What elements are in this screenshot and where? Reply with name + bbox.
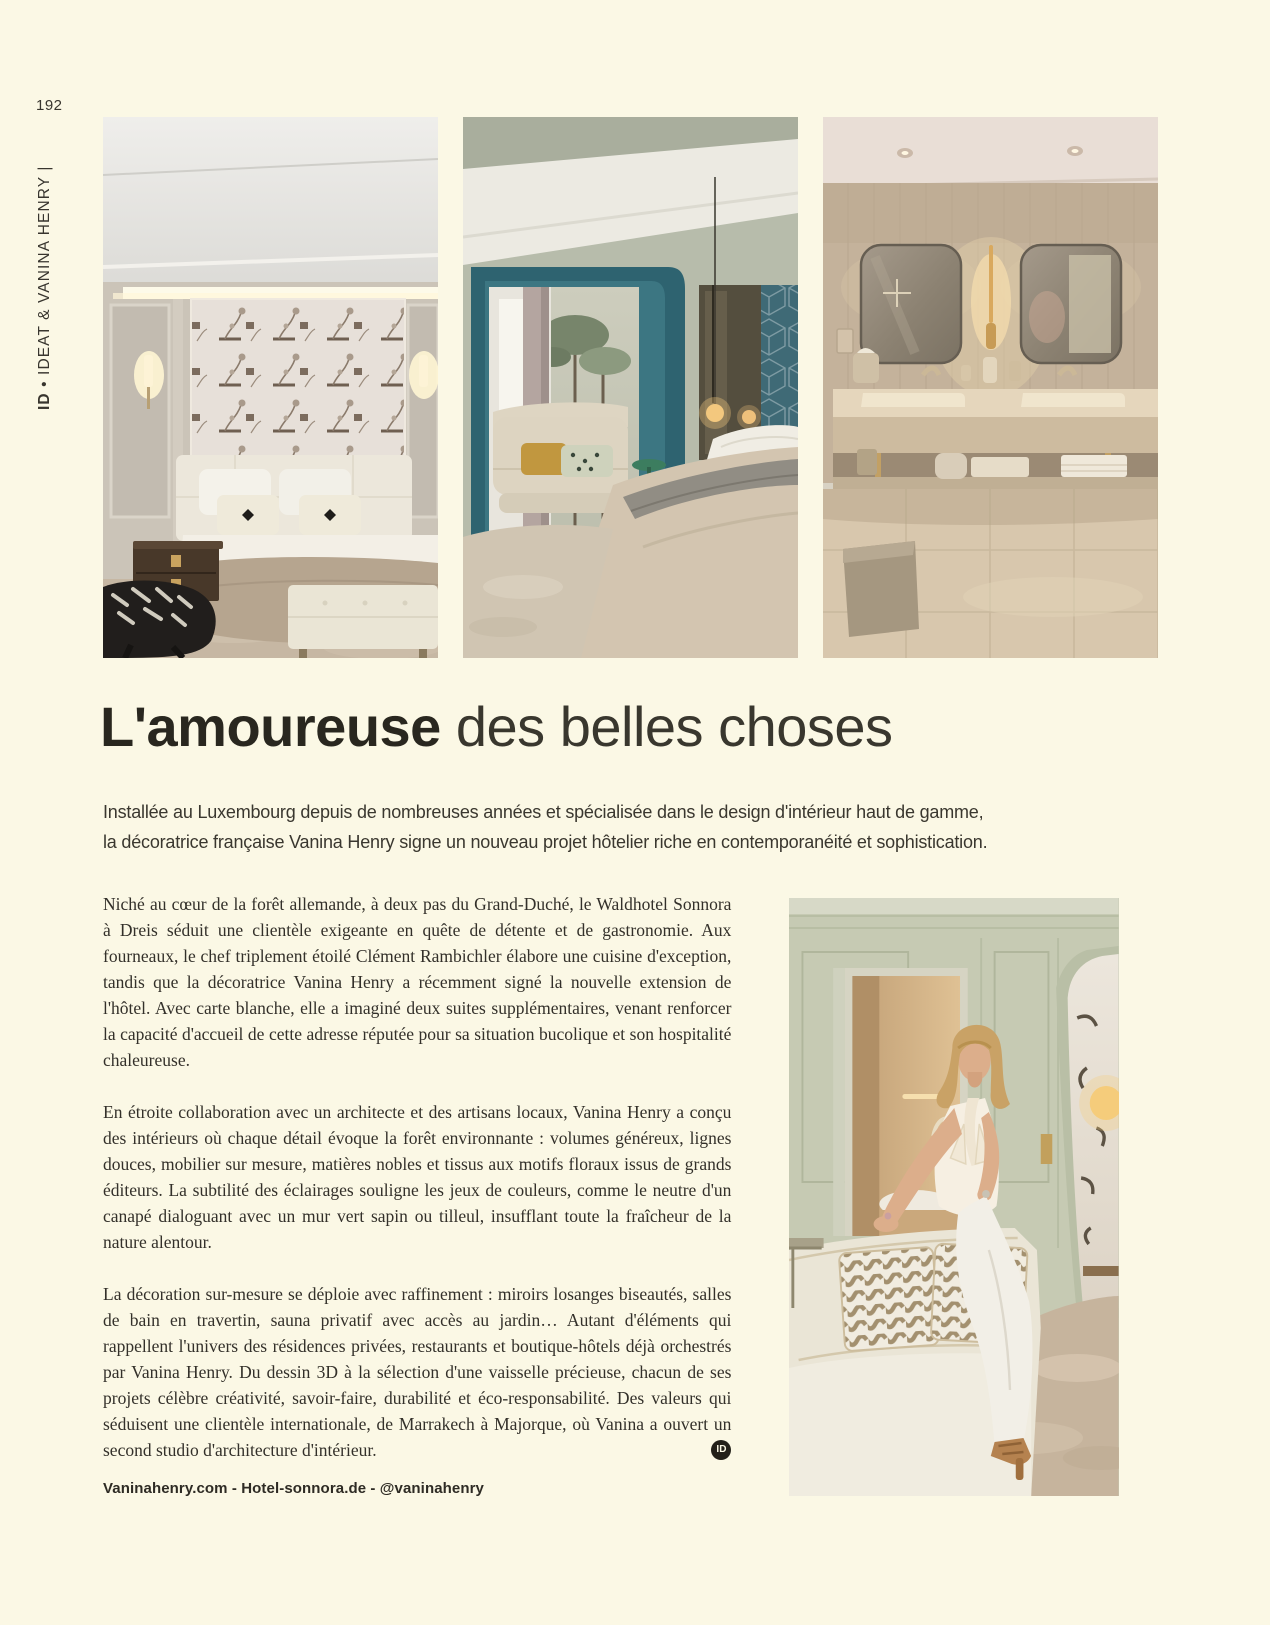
paragraph-2: En étroite collaboration avec un architecte et des artisans locaux, Vanina Henry a conçu des intérieurs où chaque détail évoque la forêt environnante : volumes généreux, lignes douces, mobilier sur mesure, matières nobles et tissus aux motifs floraux issus de grands éditeurs. La subtilité des éclairages souligne les jeux de couleurs, comme le neutre d'un canapé dialoguant avec un mur vert sapin ou tilleul, insufflant toute la fraîcheur de la nature alentour. <box>103 1102 732 1252</box>
photo-bedroom-green-alcove <box>463 117 798 658</box>
article-body <box>103 891 1159 1512</box>
article-title-emphasis: L'amoureuse <box>100 695 441 758</box>
photo-portrait-vanina-henry <box>789 898 1119 1496</box>
page-number: 192 <box>36 97 63 114</box>
photo-bathroom-travertine <box>823 117 1158 658</box>
paragraph-1: Niché au cœur de la forêt allemande, à deux pas du Grand-Duché, le Waldhotel Sonnora à Dreis séduit une clientèle exigeante en quête de détente et de gastronomie. Aux fourneaux, le chef triplement étoilé Clément Rambichler élabore une cuisine d'exception, tandis que la décoratrice Vanina Henry a récemment signé la nouvelle extension de l'hôtel. Avec carte blanche, elle a imaginé deux suites supplémentaires, venant renforcer la capacité d'accueil de cette adresse réputée pour sa situation bucolique et son hospitalité chaleureuse. <box>103 894 732 1070</box>
ideat-endmark-logo: ID <box>711 1440 731 1460</box>
portrait-illustration <box>789 898 1119 1496</box>
photo-bathroom-illustration <box>823 117 1158 658</box>
photo-strip <box>103 117 1158 658</box>
brand-issue-label: • IDEAT & VANINA HENRY | <box>36 165 53 393</box>
paragraph-3-wrapper <box>103 1281 731 1463</box>
standfirst-line-1: Installée au Luxembourg depuis de nombreuses années et spécialisée dans le design d'intérieur haut de gamme, <box>103 802 984 822</box>
magazine-brand-vertical <box>36 128 54 410</box>
article-text-column <box>103 891 731 1502</box>
article-title-rest: des belles choses <box>440 695 893 758</box>
brand-id-mark: ID <box>36 392 53 410</box>
article-title <box>100 696 893 758</box>
contact-credits: Vaninahenry.com - Hotel-sonnora.de - @vaninahenry <box>103 1480 484 1497</box>
photo-bedroom-wallpaper-illustration <box>103 117 438 658</box>
paragraph-3: La décoration sur-mesure se déploie avec raffinement : miroirs losanges biseautés, salles de bain en travertin, sauna privatif avec accès au jardin… Autant d'éléments qui rappellent l'univers des résidences privées, restaurants et boutique-hôtels déjà orchestrés par Vanina Henry. Du dessin 3D à la sélection d'une vaisselle précieuse, chacun de ses projets célèbre créativité, savoir-faire, durabilité et éco-responsabilité. Des valeurs qui séduisent une clientèle internationale, de Marrakech à Majorque, où Vanina a ouvert un second studio d'architecture d'intérieur. <box>103 1284 732 1460</box>
standfirst-line-2: la décoratrice française Vanina Henry signe un nouveau projet hôtelier riche en contemporanéité et sophistication. <box>103 832 988 852</box>
photo-bedroom-wallpaper <box>103 117 438 658</box>
article-standfirst <box>103 797 1093 857</box>
photo-bedroom-green-illustration <box>463 117 798 658</box>
